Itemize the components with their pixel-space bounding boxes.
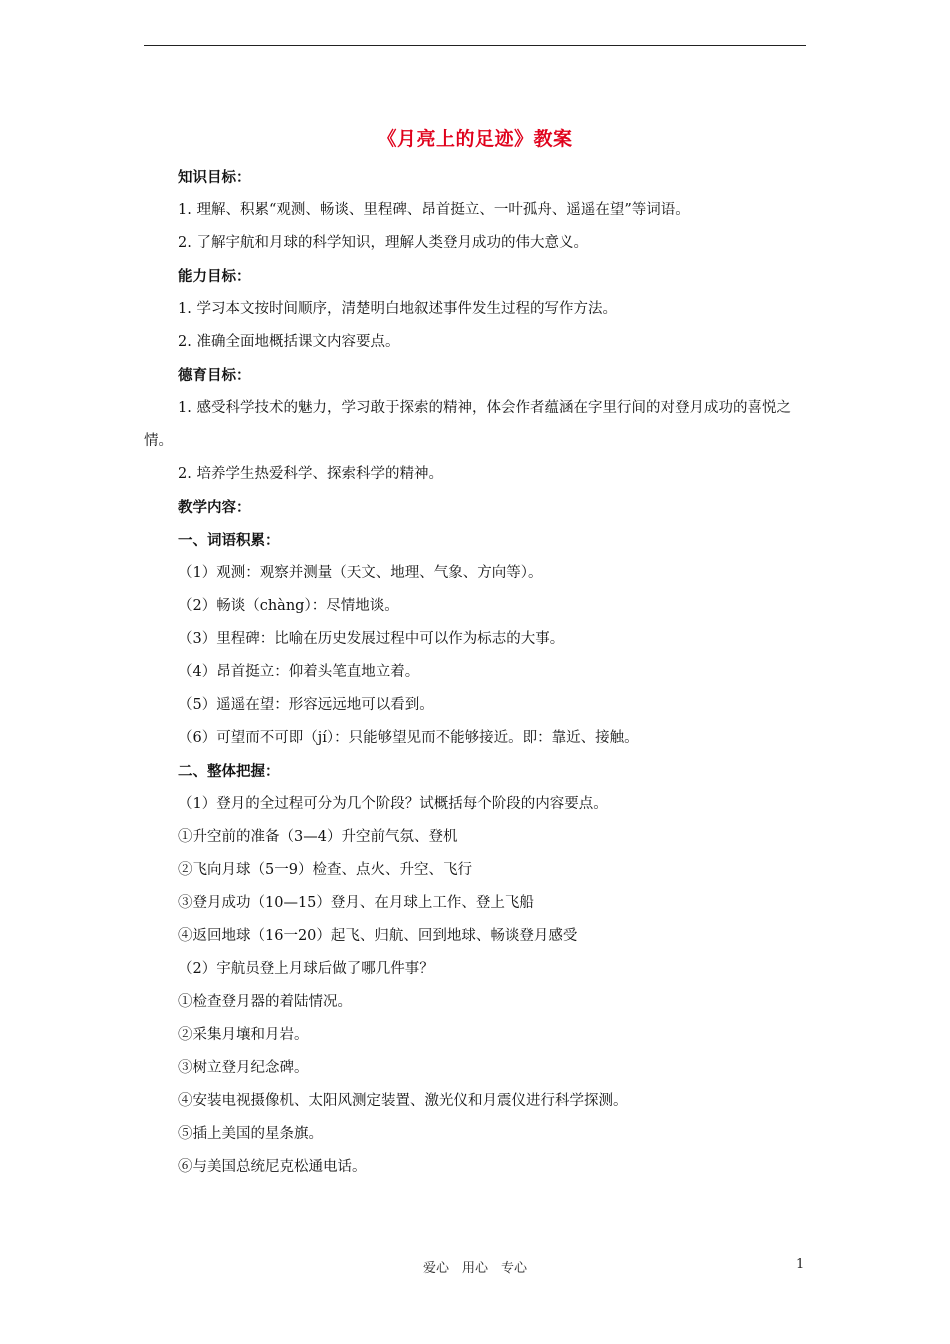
ability-item: 1. 学习本文按时间顺序，清楚明白地叙述事件发生过程的写作方法。 <box>178 301 617 317</box>
page-number: 1 <box>796 1257 805 1272</box>
ability-heading: 能力目标： <box>178 268 251 285</box>
stage-item: ④返回地球（16一20）起飞、归航、回到地球、畅谈登月感受 <box>178 928 578 944</box>
knowledge-item: 2. 了解宇航和月球的科学知识，理解人类登月成功的伟大意义。 <box>178 235 588 251</box>
vocab-item: （6）可望而不可即（jí）：只能够望见而不能够接近。即：靠近、接触。 <box>178 730 639 746</box>
knowledge-heading: 知识目标： <box>178 169 251 186</box>
task-item: ③树立登月纪念碑。 <box>178 1060 309 1076</box>
vocab-heading: 一、词语积累： <box>178 532 280 549</box>
stage-item: ③登月成功（10—15）登月、在月球上工作、登上飞船 <box>178 895 534 911</box>
document-body <box>144 161 806 1184</box>
vocab-item: （4）昂首挺立：仰着头笔直地立着。 <box>178 664 420 680</box>
knowledge-item: 1. 理解、积累“观测、畅谈、里程碑、昂首挺立、一叶孤舟、遥遥在望”等词语。 <box>178 202 690 218</box>
task-item: ⑤插上美国的星条旗。 <box>178 1126 323 1142</box>
vocab-item: （5）遥遥在望：形容远远地可以看到。 <box>178 697 434 713</box>
question-1: （1）登月的全过程可分为几个阶段？试概括每个阶段的内容要点。 <box>178 796 608 812</box>
stage-item: ②飞向月球（5一9）检查、点火、升空、飞行 <box>178 862 472 878</box>
question-2: （2）宇航员登上月球后做了哪几件事？ <box>178 961 434 977</box>
task-item: ⑥与美国总统尼克松通电话。 <box>178 1159 367 1175</box>
vocab-item: （1）观测：观察并测量（天文、地理、气象、方向等）。 <box>178 565 543 581</box>
task-item: ②采集月壤和月岩。 <box>178 1027 309 1043</box>
task-item: ①检查登月器的着陆情况。 <box>178 994 352 1010</box>
vocab-item: （2）畅谈（chàng）：尽情地谈。 <box>178 598 399 614</box>
overall-heading: 二、整体把握： <box>178 763 280 780</box>
ability-item: 2. 准确全面地概括课文内容要点。 <box>178 334 400 350</box>
footer-motto: 爱心 用心 专心 <box>422 1261 527 1276</box>
moral-item: 1. 感受科学技术的魅力，学习敢于探索的精神，体会作者蕴涵在字里行间的对登月成功的喜悦之情。 <box>144 400 791 449</box>
moral-heading: 德育目标： <box>178 367 251 384</box>
header-rule <box>144 45 806 46</box>
moral-item: 2. 培养学生热爱科学、探索科学的精神。 <box>178 466 443 482</box>
stage-item: ①升空前的准备（3—4）升空前气氛、登机 <box>178 829 458 845</box>
task-item: ④安装电视摄像机、太阳风测定装置、激光仪和月震仪进行科学探测。 <box>178 1093 628 1109</box>
vocab-item: （3）里程碑：比喻在历史发展过程中可以作为标志的大事。 <box>178 631 565 647</box>
teaching-content-heading: 教学内容： <box>178 499 251 516</box>
document-title: 《月亮上的足迹》教案 <box>377 128 573 150</box>
